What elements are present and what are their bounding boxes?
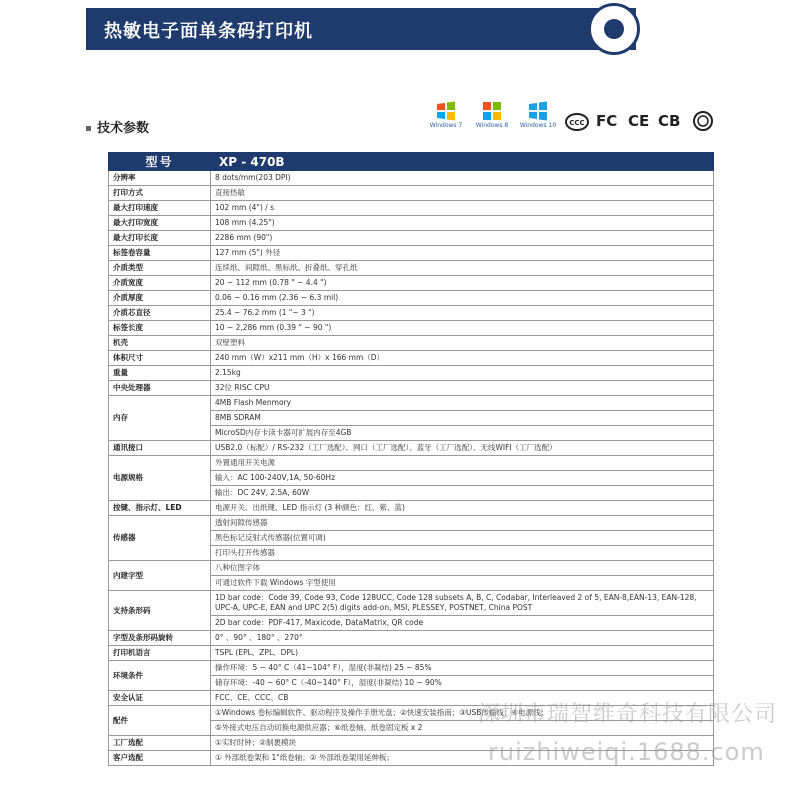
- fc-mark: FC: [596, 112, 618, 130]
- spec-value: 双壁塑料: [211, 336, 714, 351]
- table-row: [109, 646, 714, 661]
- spec-value: 10 ~ 2,286 mm (0.39 " ~ 90 "): [211, 321, 714, 336]
- spec-value: ①Windows 卷标编辑软件、驱动程序及操作手册光盘；②快速安装指南；③USB传输线；④电源线；: [211, 706, 714, 721]
- table-row: [109, 591, 714, 616]
- spec-label: 最大打印长度: [109, 231, 211, 246]
- table-row: [109, 276, 714, 291]
- spec-label: 最大打印宽度: [109, 216, 211, 231]
- windows-7-logo: Windows 7: [424, 100, 468, 129]
- spec-label: 内建字型: [109, 561, 211, 591]
- spec-value: 操作环境：5 ~ 40° C（41~104° F），湿度(非凝结) 25 ~ 85%: [211, 661, 714, 676]
- certification-logos: [424, 100, 720, 140]
- spec-label: 介质宽度: [109, 276, 211, 291]
- windows-icon: [481, 100, 503, 122]
- spec-label: 最大打印速度: [109, 201, 211, 216]
- spec-value: 输出：DC 24V, 2.5A, 60W: [211, 486, 714, 501]
- spec-value: 黑色标记反射式传感器(位置可调): [211, 531, 714, 546]
- spec-value: TSPL (EPL、ZPL、DPL): [211, 646, 714, 661]
- spec-label: 传感器: [109, 516, 211, 561]
- table-header-row: [109, 153, 714, 171]
- table-row: [109, 396, 714, 411]
- table-row: [109, 561, 714, 576]
- spec-value: 1D bar code：Code 39, Code 93, Code 128UCC, Code 128 subsets A, B, C, Codabar, Interleaved 2 of 5, EAN-8,EAN-13, EAN-128, UPC-A, UPC-E, EAN and UPC 2(5) digits add-on, MSI, PLESSEY, POSTNET, China POST: [211, 591, 714, 616]
- spec-label: 体积尺寸: [109, 351, 211, 366]
- model-value: XP - 470B: [211, 153, 714, 171]
- cb-mark: CB: [658, 112, 681, 130]
- table-row: [109, 216, 714, 231]
- svg-text:CCC: CCC: [569, 119, 585, 127]
- spec-label: 重量: [109, 366, 211, 381]
- spec-label: 介质类型: [109, 261, 211, 276]
- title-banner: [86, 8, 636, 50]
- spec-value: 直接热敏: [211, 186, 714, 201]
- table-row: [109, 501, 714, 516]
- spec-value: 2D bar code：PDF-417, Maxicode, DataMatrix, QR code: [211, 616, 714, 631]
- spec-label: 标签卷容量: [109, 246, 211, 261]
- ccc-mark-icon: [564, 112, 590, 132]
- table-row: [109, 321, 714, 336]
- spec-value: USB2.0（标配）/ RS-232（工厂选配）、网口（工厂选配）、蓝牙（工厂选配）、无线WIFI（工厂选配）: [211, 441, 714, 456]
- spec-label: 通讯接口: [109, 441, 211, 456]
- table-row: [109, 441, 714, 456]
- spec-value: 8MB SDRAM: [211, 411, 714, 426]
- table-row: [109, 631, 714, 646]
- spec-value: 108 mm (4.25"): [211, 216, 714, 231]
- spec-value: 外置通用开关电源: [211, 456, 714, 471]
- spec-label: 电源规格: [109, 456, 211, 501]
- paper-roll-icon: [588, 3, 640, 55]
- windows-icon: [527, 100, 549, 122]
- spec-label: 介质厚度: [109, 291, 211, 306]
- table-row: [109, 261, 714, 276]
- spec-value: 102 mm (4") / s: [211, 201, 714, 216]
- windows-10-logo: Windows 10: [516, 100, 560, 129]
- section-heading: [86, 117, 149, 136]
- table-row: [109, 351, 714, 366]
- spec-value: 储存环境：-40 ~ 60° C（-40~140° F），湿度(非凝结) 10 ~ 90%: [211, 676, 714, 691]
- spec-label: 配件: [109, 706, 211, 736]
- table-row: [109, 201, 714, 216]
- spec-value: 输入：AC 100-240V,1A, 50-60Hz: [211, 471, 714, 486]
- spec-value: 2.15kg: [211, 366, 714, 381]
- spec-label: 机壳: [109, 336, 211, 351]
- spec-label: 环境条件: [109, 661, 211, 691]
- spec-value: ① 外部纸卷架和 1"纸卷轴；② 外部纸卷架用延伸板；: [211, 751, 714, 766]
- spec-label: 按键、指示灯、LED: [109, 501, 211, 516]
- windows-8-logo: Windows 8: [470, 100, 514, 129]
- spec-label: 中央处理器: [109, 381, 211, 396]
- rohs-mark-icon: [692, 110, 714, 132]
- spec-label: 标签长度: [109, 321, 211, 336]
- spec-value: MicroSD内存卡读卡器可扩展内存至4GB: [211, 426, 714, 441]
- spec-value: 25.4 ~ 76.2 mm (1 "~ 3 "): [211, 306, 714, 321]
- spec-label: 工厂选配: [109, 736, 211, 751]
- watermark-company: 深圳市瑞智维奇科技有限公司: [478, 702, 778, 727]
- spec-value: 20 ~ 112 mm (0.78 " ~ 4.4 "): [211, 276, 714, 291]
- table-row: [109, 186, 714, 201]
- spec-label: 内存: [109, 396, 211, 441]
- spec-label: 打印机语言: [109, 646, 211, 661]
- spec-value: ①实时时钟；②制裹模块: [211, 736, 714, 751]
- spec-value: 可通过软件下载 Windows 字型使用: [211, 576, 714, 591]
- table-row: [109, 456, 714, 471]
- spec-label: 打印方式: [109, 186, 211, 201]
- spec-value: 电源开关、出纸键、LED 指示灯 (3 种颜色：红、紫、蓝): [211, 501, 714, 516]
- spec-value: 32位 RISC CPU: [211, 381, 714, 396]
- spec-label: 介质芯直径: [109, 306, 211, 321]
- table-row: [109, 291, 714, 306]
- table-row: [109, 306, 714, 321]
- windows-icon: [435, 100, 457, 122]
- watermark-url: ruizhiweiqi.1688.com: [488, 738, 765, 766]
- spec-value: 连续纸、间隙纸、黑标纸、折叠纸、穿孔纸: [211, 261, 714, 276]
- spec-value: 127 mm (5") 外径: [211, 246, 714, 261]
- ce-mark: CE: [628, 112, 650, 130]
- spec-table: [108, 152, 714, 766]
- spec-value: 8 dots/mm(203 DPI): [211, 171, 714, 186]
- spec-label: 客户选配: [109, 751, 211, 766]
- spec-value: 八种位图字体: [211, 561, 714, 576]
- spec-value: 0° 、90° 、180° 、270°: [211, 631, 714, 646]
- table-row: [109, 171, 714, 186]
- spec-value: ⑤外接式电压自动切换电源供应器；⑥纸卷轴、纸卷固定板 x 2: [211, 721, 714, 736]
- table-row: [109, 661, 714, 676]
- table-row: [109, 381, 714, 396]
- spec-value: 透射间隙传感器: [211, 516, 714, 531]
- table-row: [109, 516, 714, 531]
- section-title: 技术参数: [97, 121, 150, 136]
- page-title: 热敏电子面单条码打印机: [104, 21, 313, 42]
- spec-value: 0.06 ~ 0.16 mm (2.36 ~ 6.3 mil): [211, 291, 714, 306]
- spec-value: 240 mm（W）x211 mm（H）x 166 mm（D）: [211, 351, 714, 366]
- spec-label: 字型及条形码旋转: [109, 631, 211, 646]
- spec-value: 打印头打开传感器: [211, 546, 714, 561]
- spec-label: 分辨率: [109, 171, 211, 186]
- table-row: [109, 336, 714, 351]
- spec-label: 支持条形码: [109, 591, 211, 631]
- spec-value: FCC、CE、CCC、CB: [211, 691, 714, 706]
- table-row: [109, 231, 714, 246]
- table-row: [109, 246, 714, 261]
- spec-value: 4MB Flash Menmory: [211, 396, 714, 411]
- bullet-icon: [86, 126, 91, 131]
- table-row: [109, 366, 714, 381]
- spec-label: 安全认证: [109, 691, 211, 706]
- model-label: 型号: [109, 153, 211, 171]
- spec-value: 2286 mm (90"): [211, 231, 714, 246]
